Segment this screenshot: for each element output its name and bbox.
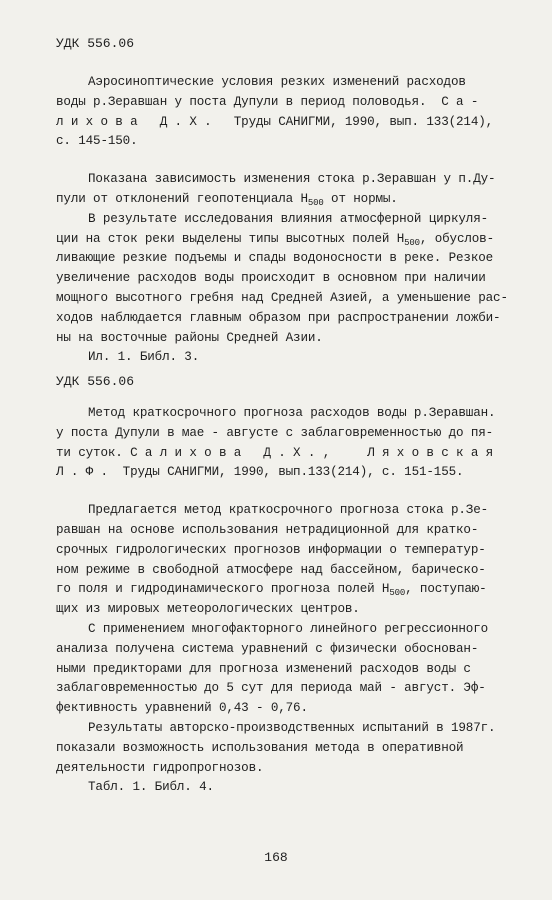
body-line: анализа получена система уравнений с физически обоснован-: [56, 641, 479, 656]
pages-line: с. 145-150.: [56, 134, 138, 149]
author-name: С а л и х о в а Д . Х . , Л я х о в с к а я: [130, 445, 494, 460]
title-line: Аэросиноптические условия резких изменений расходов: [88, 75, 466, 89]
author-line: л и х о в а Д . Х . Труды САНИГМИ, 1990, вып. 133(214),: [56, 114, 494, 129]
body-line: заблаговременностью до 5 сут для периода май - август. Эф-: [56, 681, 486, 696]
subscript: 500: [404, 237, 420, 248]
abstract-1: [56, 34, 528, 368]
body-line: ном режиме в свободной атмосфере над бассейном, барическо-: [56, 562, 486, 577]
body-line: равшан на основе использования нетрадиционной для кратко-: [56, 522, 479, 537]
subscript: 500: [307, 197, 324, 208]
body-line: Результаты авторско-производственных испытаний в 1987г.: [88, 720, 496, 735]
page-number: 168: [264, 850, 288, 865]
body-line: увеличение расходов воды происходит в основном при наличии: [56, 271, 486, 286]
author-name: Л . Ф .: [56, 465, 108, 480]
body-line: срочных гидрологических прогнозов информации о температур-: [56, 542, 486, 557]
body-line: ции на сток реки выделены типы высотных полей $Н_{500}$, обуслов-: [56, 231, 494, 248]
body-line: Предлагается метод краткосрочного прогноза стока р.Зе-: [88, 503, 489, 518]
title-line: воды р.Зеравшан у поста Дупули в период половодья. С а -: [56, 94, 479, 109]
body-line: ходов наблюдается главным образом при распространении ложби-: [56, 310, 501, 325]
body-line: С применением многофакторного линейного регрессионного: [88, 621, 489, 636]
body-line: показали возможность использования метода в оперативной: [56, 740, 464, 755]
body-line: Показана зависимость изменения стока р.Зеравшан у п.Ду-: [88, 172, 496, 187]
author-line: Л . Ф . Труды САНИГМИ, 1990, вып.133(214), с. 151-155.: [56, 465, 464, 480]
body-line: деятельности гидропрогнозов.: [56, 760, 264, 775]
body-line: ными предикторами для прогноза изменений расходов воды с: [56, 661, 471, 676]
title-author-line: ти суток. С а л и х о в а Д . Х . , Л я х о в с к а я: [56, 445, 494, 460]
abstract-2: [56, 372, 528, 798]
body-line: В результате исследования влияния атмосферной циркуля-: [88, 211, 489, 226]
references: Ил. 1. Библ. 3.: [88, 350, 200, 365]
references: Табл. 1. Библ. 4.: [88, 780, 214, 795]
title-line: Метод краткосрочного прогноза расходов воды р.Зеравшан.: [88, 406, 496, 420]
subscript: 500: [389, 588, 406, 599]
body-line: го поля и гидродинамического прогноза полей $Н_{500}$, поступаю-: [56, 582, 487, 599]
body-line: ны на восточные районы Средней Азии.: [56, 330, 323, 345]
body-line: щих из мировых метеорологических центров.: [56, 602, 360, 617]
body-line: пули от отклонений геопотенциала $Н_{500}$ от нормы.: [56, 191, 398, 208]
body-line: фективность уравнений 0,43 - 0,76.: [56, 701, 308, 716]
udk-code: УДК 556.06: [56, 36, 135, 51]
body-line: мощного высотного гребня над Средней Азией, а уменьшение рас-: [56, 290, 508, 305]
title-line: у поста Дупули в мае - августе с заблаговременностью до пя-: [56, 425, 494, 440]
body-line: ливающие резкие подъемы и спады водоносности в реке. Резкое: [56, 251, 494, 266]
udk-code: УДК 556.06: [56, 374, 135, 389]
